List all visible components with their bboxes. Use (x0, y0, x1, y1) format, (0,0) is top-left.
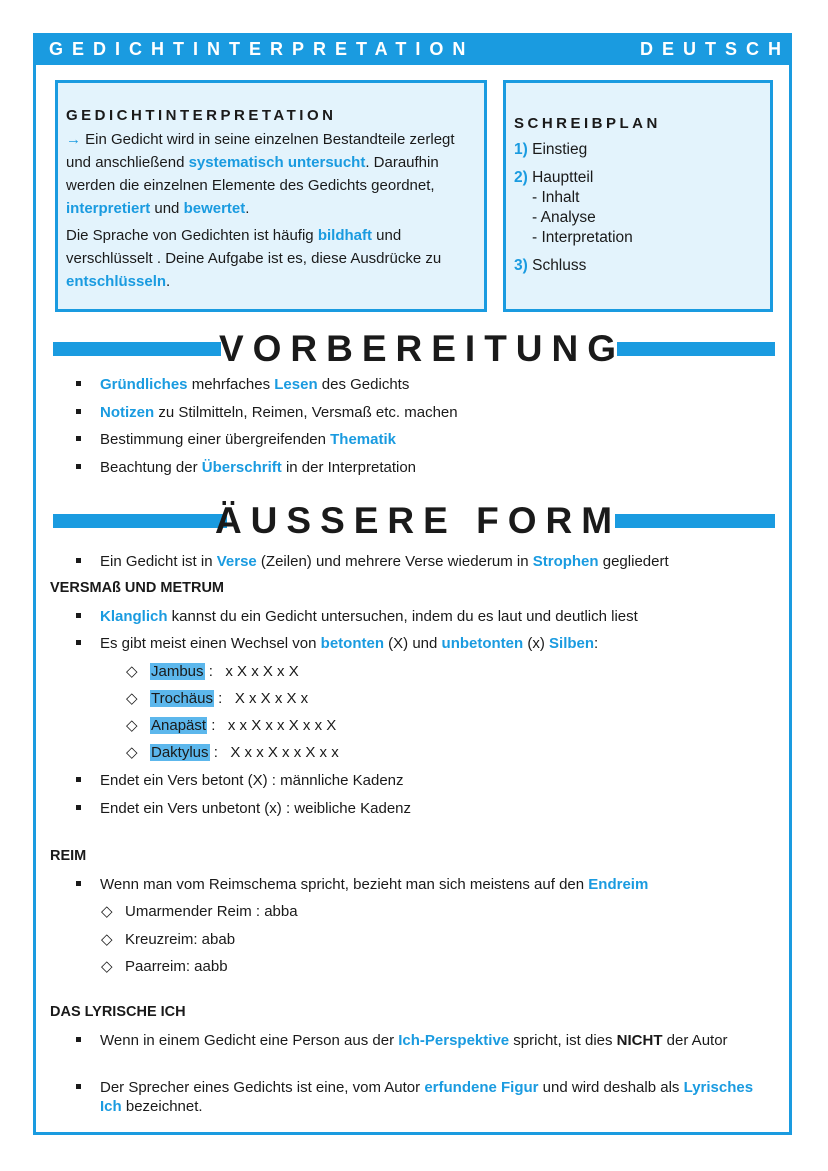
list-item: Endet ein Vers betont (X) : männliche Kadenz (100, 772, 404, 789)
plan-sub-interpretation: - Interpretation (532, 229, 633, 246)
plan-item-einstieg: 1) Einstieg (514, 141, 588, 158)
section-vorbereitung (53, 328, 775, 370)
meter-item: ◇ Trochäus : X x X x X x (126, 690, 309, 707)
header-subject: DEUTSCH (639, 39, 790, 59)
plan-sub-analyse: - Analyse (532, 209, 596, 226)
header-bar (33, 33, 792, 65)
list-item: Der Sprecher eines Gedichts ist eine, vom Autor erfundene Figur und wird deshalb als Lyrisches Ich bezeichnet. (100, 1078, 760, 1116)
list-item: Endet ein Vers unbetont (x) : weibliche Kadenz (100, 800, 412, 817)
subheading-reim: REIM (50, 848, 87, 864)
list-item: Wenn man vom Reimschema spricht, bezieht man sich meistens auf den Endreim (100, 876, 649, 893)
section-title: ÄUSSERE FORM (214, 500, 622, 541)
intro-paragraph-1: → Ein Gedicht wird in seine einzelnen Bestandteile zerlegt und anschließend systematisch untersucht. Daraufhin werden die einzelnen Elemente des Gedichts geordnet, interpretiert und bewertet. (66, 131, 455, 217)
list-item: Es gibt meist einen Wechsel von betonten (X) und unbetonten (x) Silben: (100, 635, 599, 652)
list-item: Notizen zu Stilmitteln, Reimen, Versmaß etc. machen (100, 404, 458, 421)
reim-item: ◇ Paarreim: aabb (101, 958, 228, 975)
diamond-icon: ◇ (126, 717, 138, 734)
diamond-icon: ◇ (126, 744, 138, 761)
list-item: Ein Gedicht ist in Verse (Zeilen) und mehrere Verse wiederum in Strophen gegliedert (100, 553, 669, 570)
list-item: Gründliches mehrfaches Lesen des Gedichts (100, 376, 410, 393)
section-aeussere-form (53, 500, 775, 542)
schreibplan-list (514, 140, 762, 276)
schreibplan-box (503, 80, 773, 312)
meter-item: ◇ Jambus : x X x X x X (126, 663, 299, 680)
plan-item-hauptteil: 2) Hauptteil (514, 169, 594, 186)
list-item: Beachtung der Überschrift in der Interpretation (100, 459, 417, 476)
schreibplan-title: SCHREIBPLAN (514, 115, 661, 132)
diamond-icon: ◇ (101, 958, 113, 975)
reim-item: ◇ Kreuzreim: abab (101, 931, 236, 948)
reim-item: ◇ Umarmender Reim : abba (101, 903, 298, 920)
intro-box (55, 80, 487, 312)
diamond-icon: ◇ (126, 690, 138, 707)
plan-item-schluss: 3) Schluss (514, 257, 587, 274)
list-item: Bestimmung einer übergreifenden Thematik (100, 431, 396, 448)
diamond-icon: ◇ (101, 931, 113, 948)
list-item: Wenn in einem Gedicht eine Person aus der Ich-Perspektive spricht, ist dies NICHT der Autor (100, 1031, 760, 1050)
meter-item: ◇ Daktylus : X x x X x x X x x (126, 744, 339, 761)
list-item: Klanglich kannst du ein Gedicht untersuchen, indem du es laut und deutlich liest (100, 608, 638, 625)
plan-sub-inhalt: - Inhalt (532, 189, 580, 206)
subheading-lyrisches-ich: DAS LYRISCHE ICH (50, 1004, 186, 1020)
diamond-icon: ◇ (126, 663, 138, 680)
header-title: GEDICHTINTERPRETATION (49, 39, 475, 59)
arrow-icon: → (66, 131, 81, 148)
diamond-icon: ◇ (101, 903, 113, 920)
section-title: VORBEREITUNG (218, 328, 626, 369)
intro-title: GEDICHTINTERPRETATION (66, 107, 337, 124)
meter-item: ◇ Anapäst : x x X x x X x x X (126, 717, 337, 734)
intro-paragraph-2: Die Sprache von Gedichten ist häufig bildhaft und verschlüsselt . Deine Aufgabe ist es, diese Ausdrücke zu entschlüsseln. (66, 227, 442, 290)
subheading-versmass: VERSMAß UND METRUM (50, 580, 224, 596)
